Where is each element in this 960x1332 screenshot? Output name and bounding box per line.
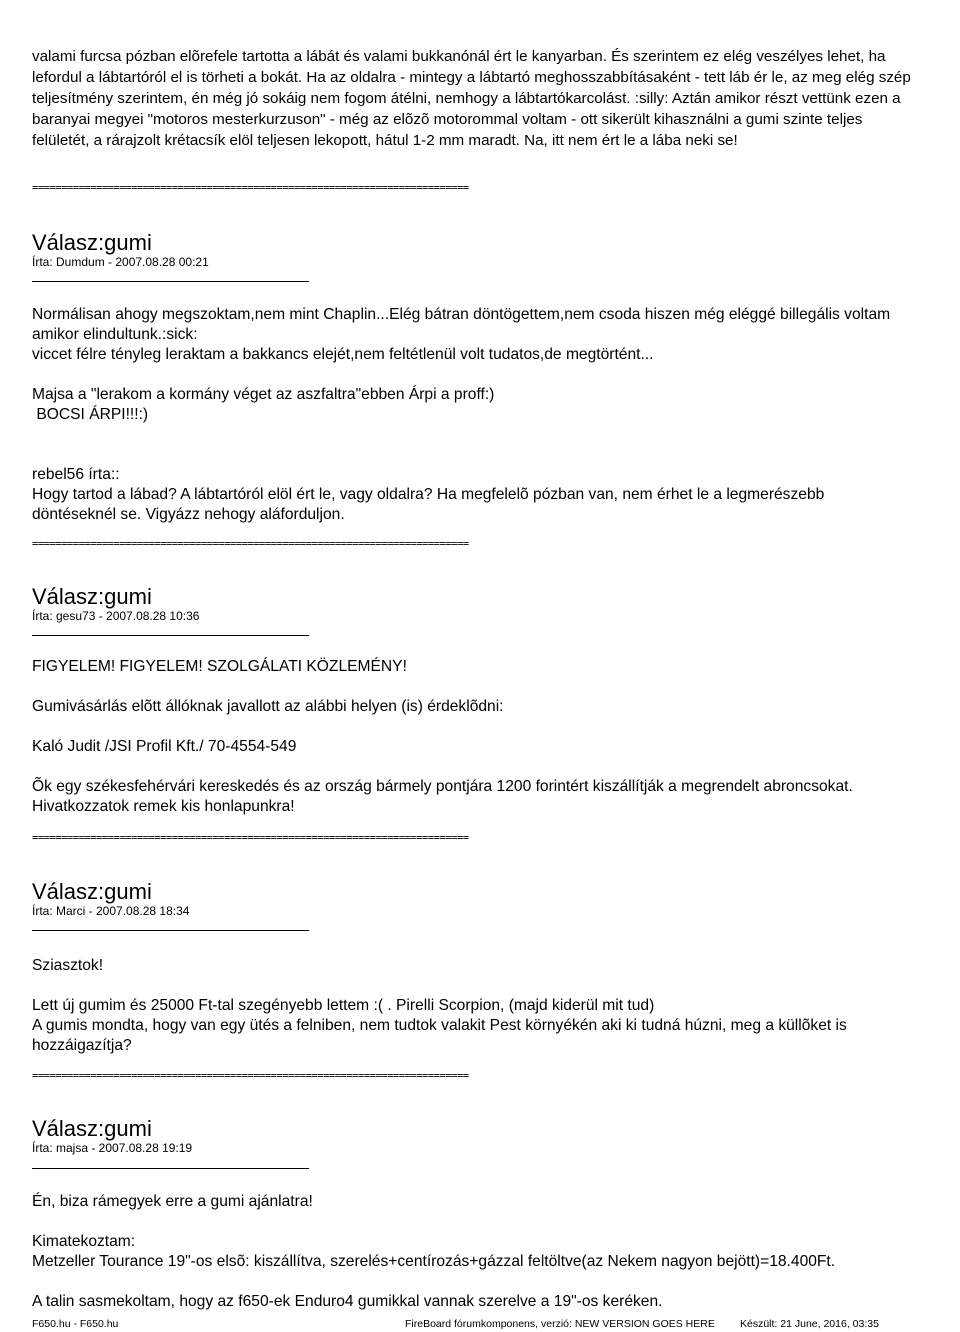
post-body: [32, 305, 912, 525]
post-title: Válasz:gumi: [32, 1116, 152, 1141]
post-line: BOCSI ÁRPI!!!:): [32, 406, 149, 423]
post-meta: Írta: Dumdum - 2007.08.28 00:21: [32, 255, 209, 269]
blank-line: [32, 717, 912, 737]
blank-line: [32, 1272, 912, 1292]
blank-line: [32, 365, 912, 385]
post-title: Válasz:gumi: [32, 584, 152, 609]
blank-line: [32, 1212, 912, 1232]
post-line: Lett új gumim és 25000 Ft-tal szegényebb lettem :( . Pirelli Scorpion, (majd kiderül mit tud): [32, 997, 655, 1014]
post-line: FIGYELEM! FIGYELEM! SZOLGÁLATI KÖZLEMÉNY!: [32, 658, 407, 675]
footer-generated: Készült: 21 June, 2016, 03:35: [740, 1318, 879, 1330]
footer-site: F650.hu - F650.hu: [32, 1318, 119, 1330]
post-line: viccet félre tényleg leraktam a bakkancs elejét,nem feltétlenül volt tudatos,de megtörtént...: [32, 346, 654, 363]
intro-text: valami furcsa pózban elõrefele tartotta a lábát és valami bukkanónál ért le kanyarban. És szerintem ez elég veszélyes lehet, ha lefordul a lábtartóról el is törheti a bokát. Ha az oldalra - mintegy a lábtartó meghosszabbításaként - tett láb ér le, az meg elég szép teljesítmény szerintem, én még jó sokáig nem fogom átélni, nemhogy a lábtartókarcolást. :silly: Aztán amikor részt vettünk ezen a baranyai megyei "motoros mesterkurzuson" - még az elõzõ motorommal voltam - ott sikerült kihasználni a gumi szinte teljes felületét, a rárajzolt krétacsík elöl teljesen lekopott, hátul 1-2 mm maradt. Na, itt nem ért le a lába neki se!: [32, 48, 911, 149]
blank-line: [32, 677, 912, 697]
post-divider: [32, 281, 309, 282]
post-line: A talin sasmekoltam, hogy az f650-ek Enduro4 gumikkal vannak szerelve a 19"-os keréken.: [32, 1293, 663, 1310]
post-title: Válasz:gumi: [32, 879, 152, 904]
blank-line: [32, 976, 912, 996]
post-line: Õk egy székesfehérvári kereskedés és az ország bármely pontjára 1200 forintért kiszállítják a megrendelt abroncsokat. Hivatkozzatok remek kis honlapunkra!: [32, 778, 853, 815]
post-line: Normálisan ahogy megszoktam,nem mint Chaplin...Elég bátran döntögettem,nem csoda hiszen még eléggé billegális voltam amikor elindultunk.:sick:: [32, 306, 891, 343]
footer-software: FireBoard fórumkomponens, verzió: NEW VERSION GOES HERE: [405, 1318, 715, 1330]
post-line: Metzeller Tourance 19"-os elsõ: kiszállítva, szerelés+centírozás+gázzal feltöltve(az Nekem nagyon bejött)=18.400Ft.: [32, 1253, 836, 1270]
post-meta: Írta: majsa - 2007.08.28 19:19: [32, 1141, 193, 1155]
post-meta: Írta: gesu73 - 2007.08.28 10:36: [32, 609, 200, 623]
post-divider: [32, 1168, 309, 1169]
post-line: Gumivásárlás elõtt állóknak javallott az alábbi helyen (is) érdeklõdni:: [32, 698, 504, 715]
post-line: A gumis mondta, hogy van egy ütés a felniben, nem tudtok valakit Pest környékén aki ki tudná húzni, meg a küllõket is hozzáigazítja?: [32, 1017, 847, 1054]
post-line: Sziasztok!: [32, 957, 104, 974]
post-line: Kaló Judit /JSI Profil Kft./ 70-4554-549: [32, 738, 297, 755]
blank-line: [32, 445, 912, 465]
separator: ===========================================================================: [32, 1070, 469, 1082]
blank-line: [32, 757, 912, 777]
post-title: Válasz:gumi: [32, 230, 152, 255]
separator: ===========================================================================: [32, 832, 469, 844]
post-line: Majsa a "lerakom a kormány véget az aszfaltra"ebben Árpi a proff:): [32, 386, 495, 403]
quote-text: Hogy tartod a lábad? A lábtartóról elöl ért le, vagy oldalra? Ha megfelelõ pózban van, nem érhet le a legmerészebb döntéseknél se. Vigyázz nehogy aláforduljon.: [32, 486, 825, 523]
separator: ===========================================================================: [32, 182, 469, 194]
separator: ===========================================================================: [32, 538, 469, 550]
post-divider: [32, 635, 309, 636]
post-body: [32, 1192, 912, 1312]
post-divider: [32, 930, 309, 931]
post-line: Kimatekoztam:: [32, 1233, 136, 1250]
post-body: [32, 956, 912, 1056]
post-meta: Írta: Marci - 2007.08.28 18:34: [32, 904, 190, 918]
post-body: [32, 657, 912, 817]
quote-author: rebel56 írta::: [32, 466, 120, 483]
post-line: Én, biza rámegyek erre a gumi ajánlatra!: [32, 1193, 313, 1210]
blank-line: [32, 425, 912, 445]
